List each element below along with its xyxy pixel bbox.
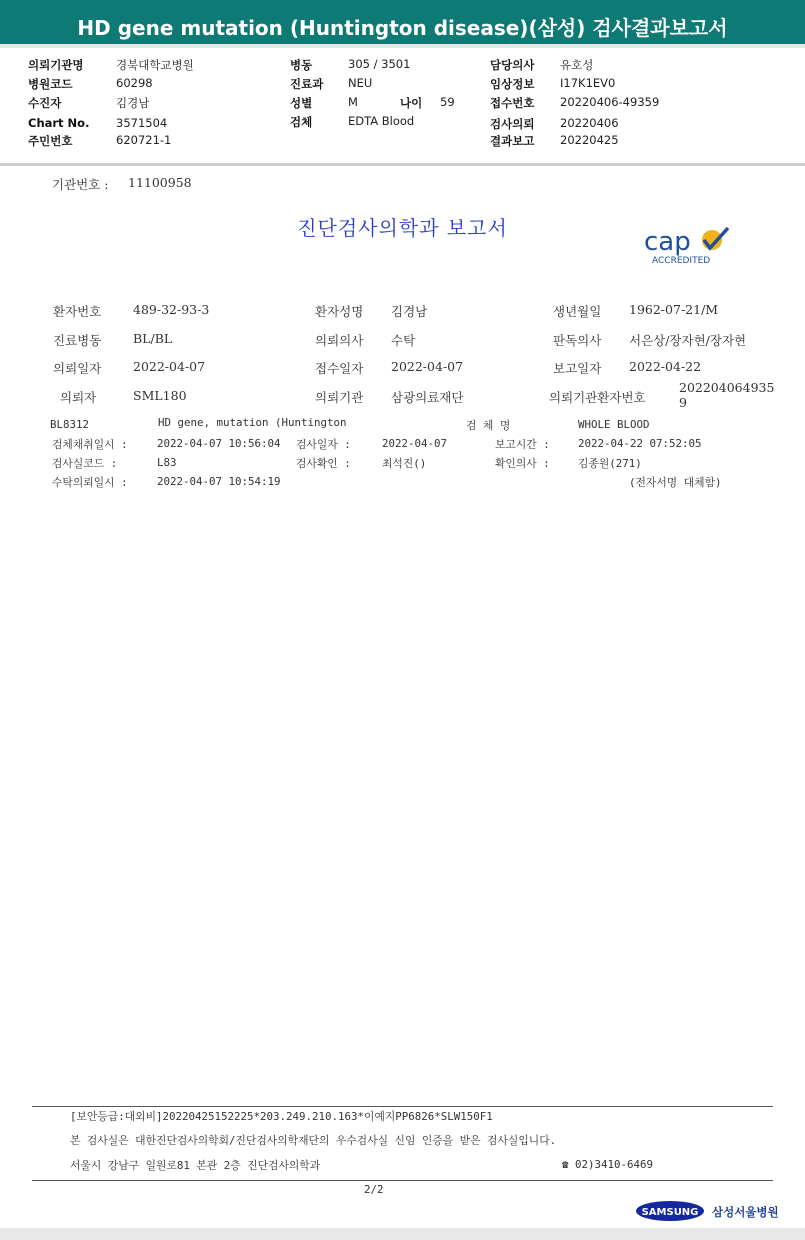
info-ward: 병동 — [290, 58, 313, 72]
test-name: HD gene, mutation (Huntington — [158, 416, 347, 429]
field-requesting-institution-value: 삼광의료재단 — [391, 390, 464, 405]
test-date-value: 2022-04-07 — [382, 437, 448, 450]
info-test-request-value: 20220406 — [560, 116, 619, 130]
info-chart-no-value: 3571504 — [116, 116, 168, 130]
info-accession-value: 20220406-49359 — [560, 95, 660, 109]
field-referring-doctor-label: 의뢰의사 — [315, 333, 364, 348]
footer-divider-bottom — [32, 1180, 773, 1181]
info-accession: 접수번호 — [490, 96, 535, 110]
specimen-name-value: WHOLE BLOOD — [578, 418, 650, 431]
field-birthdate-label: 생년월일 — [553, 304, 602, 319]
address-line: 서울시 강남구 일원로81 본관 2층 진단검사의학과 — [70, 1159, 321, 1172]
cap-logo-icon — [640, 218, 750, 268]
field-institution-patient-no-value: 202204064935 — [679, 380, 775, 395]
field-institution-patient-no-value-wrap: 9 — [679, 395, 687, 410]
collection-time-value: 2022-04-07 10:56:04 — [157, 437, 281, 450]
cap-accredited-text: ACCREDITED — [652, 256, 711, 266]
test-code: BL8312 — [50, 418, 90, 431]
info-department-value: NEU — [348, 76, 373, 90]
field-report-date-value: 2022-04-22 — [629, 359, 702, 374]
field-request-date-value: 2022-04-07 — [133, 359, 206, 374]
field-referring-doctor-value: 수탁 — [391, 333, 416, 348]
field-receipt-date-value: 2022-04-07 — [391, 359, 464, 374]
info-clinical: 임상정보 — [490, 77, 535, 91]
security-line: [보안등급:대외비]20220425152225*203.249.210.163*이예지PP6826*SLW150F1 — [70, 1110, 493, 1123]
lab-code-value: L83 — [157, 456, 177, 469]
samsung-text: SAMSUNG — [641, 1207, 699, 1218]
field-patient-no-value: 489-32-93-3 — [133, 302, 210, 317]
field-request-date-label: 의뢰일자 — [53, 361, 102, 376]
test-confirm-value: 최석진() — [382, 457, 427, 470]
info-resident-no: 주민번호 — [28, 134, 73, 148]
field-requester-value: SML180 — [133, 388, 187, 403]
confirm-doctor-value: 김종원(271) — [578, 457, 642, 470]
page-bottom-bar — [0, 1228, 805, 1240]
field-patient-name-label: 환자성명 — [315, 304, 364, 319]
field-reading-doctor-value: 서은상/장자현/장자현 — [629, 333, 747, 348]
collection-time-label: 검체채취일시 : — [52, 438, 128, 451]
field-requesting-institution-label: 의뢰기관 — [315, 390, 364, 405]
info-age: 나이 — [400, 96, 423, 110]
samsung-logo — [635, 1200, 705, 1222]
field-ward-value: BL/BL — [133, 331, 173, 346]
info-specimen-value: EDTA Blood — [348, 114, 415, 128]
field-patient-name-value: 김경남 — [391, 304, 428, 319]
field-report-date-label: 보고일자 — [553, 361, 602, 376]
cap-accredited-logo — [640, 218, 750, 268]
info-result-report-value: 20220425 — [560, 133, 619, 147]
info-doctor: 담당의사 — [490, 58, 535, 72]
field-reading-doctor-label: 판독의사 — [553, 333, 602, 348]
report-header-title: HD gene mutation (Huntington disease)(삼성) 검사결과보고서 — [77, 16, 728, 40]
page-number: 2/2 — [364, 1183, 384, 1196]
institution-no-label: 기관번호 : — [52, 177, 109, 192]
header-divider — [0, 163, 805, 166]
info-result-report: 결과보고 — [490, 134, 535, 148]
field-requester-label: 의뢰자 — [60, 390, 97, 405]
esign-note: (전자서명 대체함) — [629, 476, 722, 489]
footer-divider-top — [32, 1106, 773, 1107]
info-sex-value: M — [348, 95, 358, 109]
info-patient-value: 김경남 — [116, 96, 150, 110]
field-patient-no-label: 환자번호 — [53, 304, 102, 319]
info-clinical-value: I17K1EV0 — [560, 76, 616, 90]
report-time-label: 보고시간 : — [495, 438, 550, 451]
lab-code-label: 검사실코드 : — [52, 457, 118, 470]
phone-line: ☎ 02)3410-6469 — [562, 1158, 654, 1171]
institution-no-value: 11100958 — [128, 175, 192, 190]
test-confirm-label: 검사확인 : — [296, 457, 351, 470]
info-ward-value: 305 / 3501 — [348, 57, 411, 71]
info-hospital-code-value: 60298 — [116, 76, 153, 90]
hospital-name: 삼성서울병원 — [712, 1205, 779, 1219]
info-chart-no: Chart No. — [28, 116, 90, 130]
specimen-name-label: 검 체 명 — [466, 419, 511, 432]
field-ward-label: 진료병동 — [53, 333, 102, 348]
info-specimen: 검체 — [290, 115, 313, 129]
report-header — [0, 0, 805, 48]
consign-time-value: 2022-04-07 10:54:19 — [157, 475, 281, 488]
info-sex: 성별 — [290, 96, 313, 110]
report-time-value: 2022-04-22 07:52:05 — [578, 437, 702, 450]
field-birthdate-value: 1962-07-21/M — [629, 302, 719, 317]
info-resident-no-value: 620721-1 — [116, 133, 172, 147]
info-department: 진료과 — [290, 77, 324, 91]
info-doctor-value: 유호성 — [560, 58, 594, 72]
confirm-doctor-label: 확인의사 : — [495, 457, 550, 470]
info-age-value: 59 — [440, 95, 455, 109]
info-referring-institution-value: 경북대학교병원 — [116, 58, 194, 72]
field-receipt-date-label: 접수일자 — [315, 361, 364, 376]
cap-text: cap — [644, 227, 691, 257]
info-patient: 수진자 — [28, 96, 62, 110]
consign-time-label: 수탁의뢰일시 : — [52, 476, 128, 489]
info-hospital-code: 병원코드 — [28, 77, 73, 91]
field-institution-patient-no-label: 의뢰기관환자번호 — [549, 390, 646, 405]
samsung-logo-icon — [635, 1200, 705, 1222]
report-title: 진단검사의학과 보고서 — [297, 216, 508, 240]
test-date-label: 검사일자 : — [296, 438, 351, 451]
info-referring-institution: 의뢰기관명 — [28, 58, 84, 72]
info-test-request: 검사의뢰 — [490, 117, 535, 131]
certification-line: 본 검사실은 대한진단검사의학회/진단검사의학재단의 우수검사실 신임 인증을 받은 검사실입니다. — [70, 1134, 557, 1147]
